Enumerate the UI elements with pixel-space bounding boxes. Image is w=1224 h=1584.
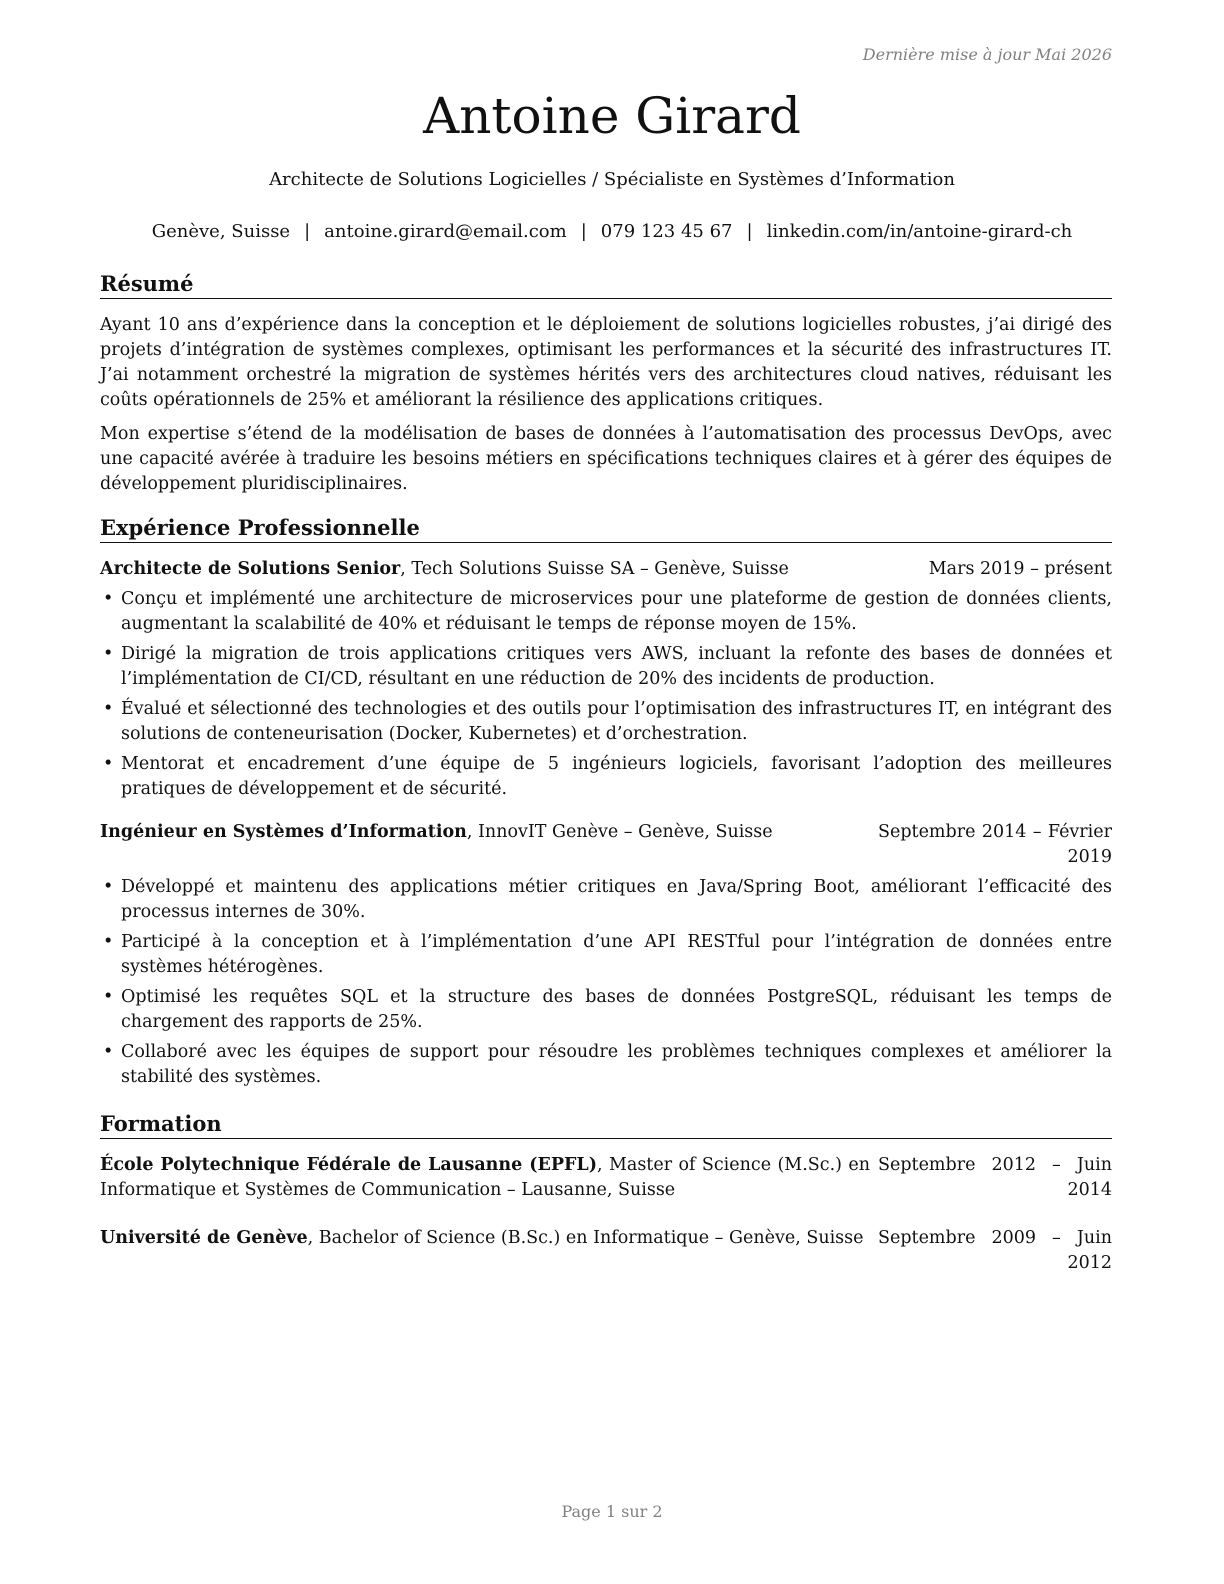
contact-email[interactable]: antoine.girard@email.com xyxy=(324,221,567,242)
job-bullet: • Optimisé les requêtes SQL et la structure des bases de données PostgreSQL, réduisant les temps de chargement des rapports de 25%. xyxy=(100,985,1112,1035)
job-bullets xyxy=(100,875,1112,1090)
education-dates: Septembre 2009 – Juin 2012 xyxy=(878,1228,1112,1273)
education-section xyxy=(100,1110,1112,1276)
job-bullet: • Participé à la conception et à l’implémentation d’une API RESTful pour l’intégration de données entre systèmes hétérogènes. xyxy=(100,930,1112,980)
education-detail: , Master of Science (M.Sc.) en Informatique et Systèmes de Communication – Lausanne, Suisse xyxy=(100,1155,870,1200)
job-header xyxy=(100,557,1112,582)
candidate-headline: Architecte de Solutions Logicielles / Spécialiste en Systèmes d’Information xyxy=(269,169,955,190)
contact-linkedin[interactable]: linkedin.com/in/antoine-girard-ch xyxy=(766,221,1073,242)
contact-location: Genève, Suisse xyxy=(151,221,291,242)
job-dates: Mars 2019 – présent xyxy=(928,559,1112,579)
contact-separator: | xyxy=(580,221,587,242)
experience-heading: Expérience Professionnelle xyxy=(100,514,1112,543)
job-entry xyxy=(100,820,1112,1090)
education-dates: Septembre 2012 – Juin 2014 xyxy=(878,1155,1112,1200)
page-number: Page 1 sur 2 xyxy=(561,1502,663,1521)
contact-separator: | xyxy=(746,221,753,242)
education-detail: , Bachelor of Science (B.Sc.) en Informatique – Genève, Suisse xyxy=(307,1228,864,1248)
job-bullets xyxy=(100,587,1112,802)
education-entry xyxy=(100,1153,1112,1203)
summary-paragraph-2: Mon expertise s’étend de la modélisation de bases de données à l’automatisation des processus DevOps, avec une capacité avérée à traduire les besoins métiers en spécifications techniques claires et à gérer des équipes de développement pluridisciplinaires. xyxy=(100,424,1112,494)
job-entry xyxy=(100,557,1112,802)
job-header xyxy=(100,820,1112,870)
job-bullet: • Dirigé la migration de trois applications critiques vers AWS, incluant la refonte des bases de données et l’implémentation de CI/CD, résultant en une réduction de 20% des incidents de production. xyxy=(100,642,1112,692)
job-bullet: • Développé et maintenu des applications métier critiques en Java/Spring Boot, améliorant l’efficacité des processus internes de 30%. xyxy=(100,875,1112,925)
job-bullet: • Conçu et implémenté une architecture de microservices pour une plateforme de gestion de données clients, augmentant la scalabilité de 40% et réduisant le temps de réponse moyen de 15%. xyxy=(100,587,1112,637)
summary-heading: Résumé xyxy=(100,270,1112,299)
education-school: Université de Genève xyxy=(100,1228,308,1248)
job-role: Architecte de Solutions Senior xyxy=(100,559,401,579)
education-heading: Formation xyxy=(100,1110,1112,1139)
job-bullet: • Mentorat et encadrement d’une équipe de 5 ingénieurs logiciels, favorisant l’adoption des meilleures pratiques de développement et de sécurité. xyxy=(100,752,1112,802)
job-company: , InnovIT Genève – Genève, Suisse xyxy=(466,822,773,842)
contact-phone[interactable]: 079 123 45 67 xyxy=(600,221,733,242)
job-bullet: • Évalué et sélectionné des technologies et des outils pour l’optimisation des infrastructures IT, en intégrant des solutions de conteneurisation (Docker, Kubernetes) et d’orchestration. xyxy=(100,697,1112,747)
candidate-name: Antoine Girard xyxy=(423,87,801,145)
contact-separator: | xyxy=(304,221,311,242)
job-role: Ingénieur en Systèmes d’Information xyxy=(100,822,467,842)
summary-section xyxy=(100,270,1112,497)
education-entry xyxy=(100,1226,1112,1276)
job-bullet: • Collaboré avec les équipes de support pour résoudre les problèmes techniques complexes et améliorer la stabilité des systèmes. xyxy=(100,1040,1112,1090)
job-company: , Tech Solutions Suisse SA – Genève, Suisse xyxy=(400,559,789,579)
education-school: École Polytechnique Fédérale de Lausanne (EPFL) xyxy=(100,1155,597,1175)
job-dates: Septembre 2014 – Février 2019 xyxy=(878,822,1112,867)
contact-line xyxy=(0,220,1224,244)
last-updated-note: Dernière mise à jour Mai 2026 xyxy=(862,45,1112,64)
experience-section xyxy=(100,514,1112,1095)
summary-paragraph-1: Ayant 10 ans d’expérience dans la conception et le déploiement de solutions logicielles robustes, j’ai dirigé des projets d’intégration de systèmes complexes, optimisant les performances et la sécurité des infrastructures IT. J’ai notamment orchestré la migration de systèmes hérités vers des architectures cloud natives, réduisant les coûts opérationnels de 25% et améliorant la résilience des applications critiques. xyxy=(100,315,1112,410)
